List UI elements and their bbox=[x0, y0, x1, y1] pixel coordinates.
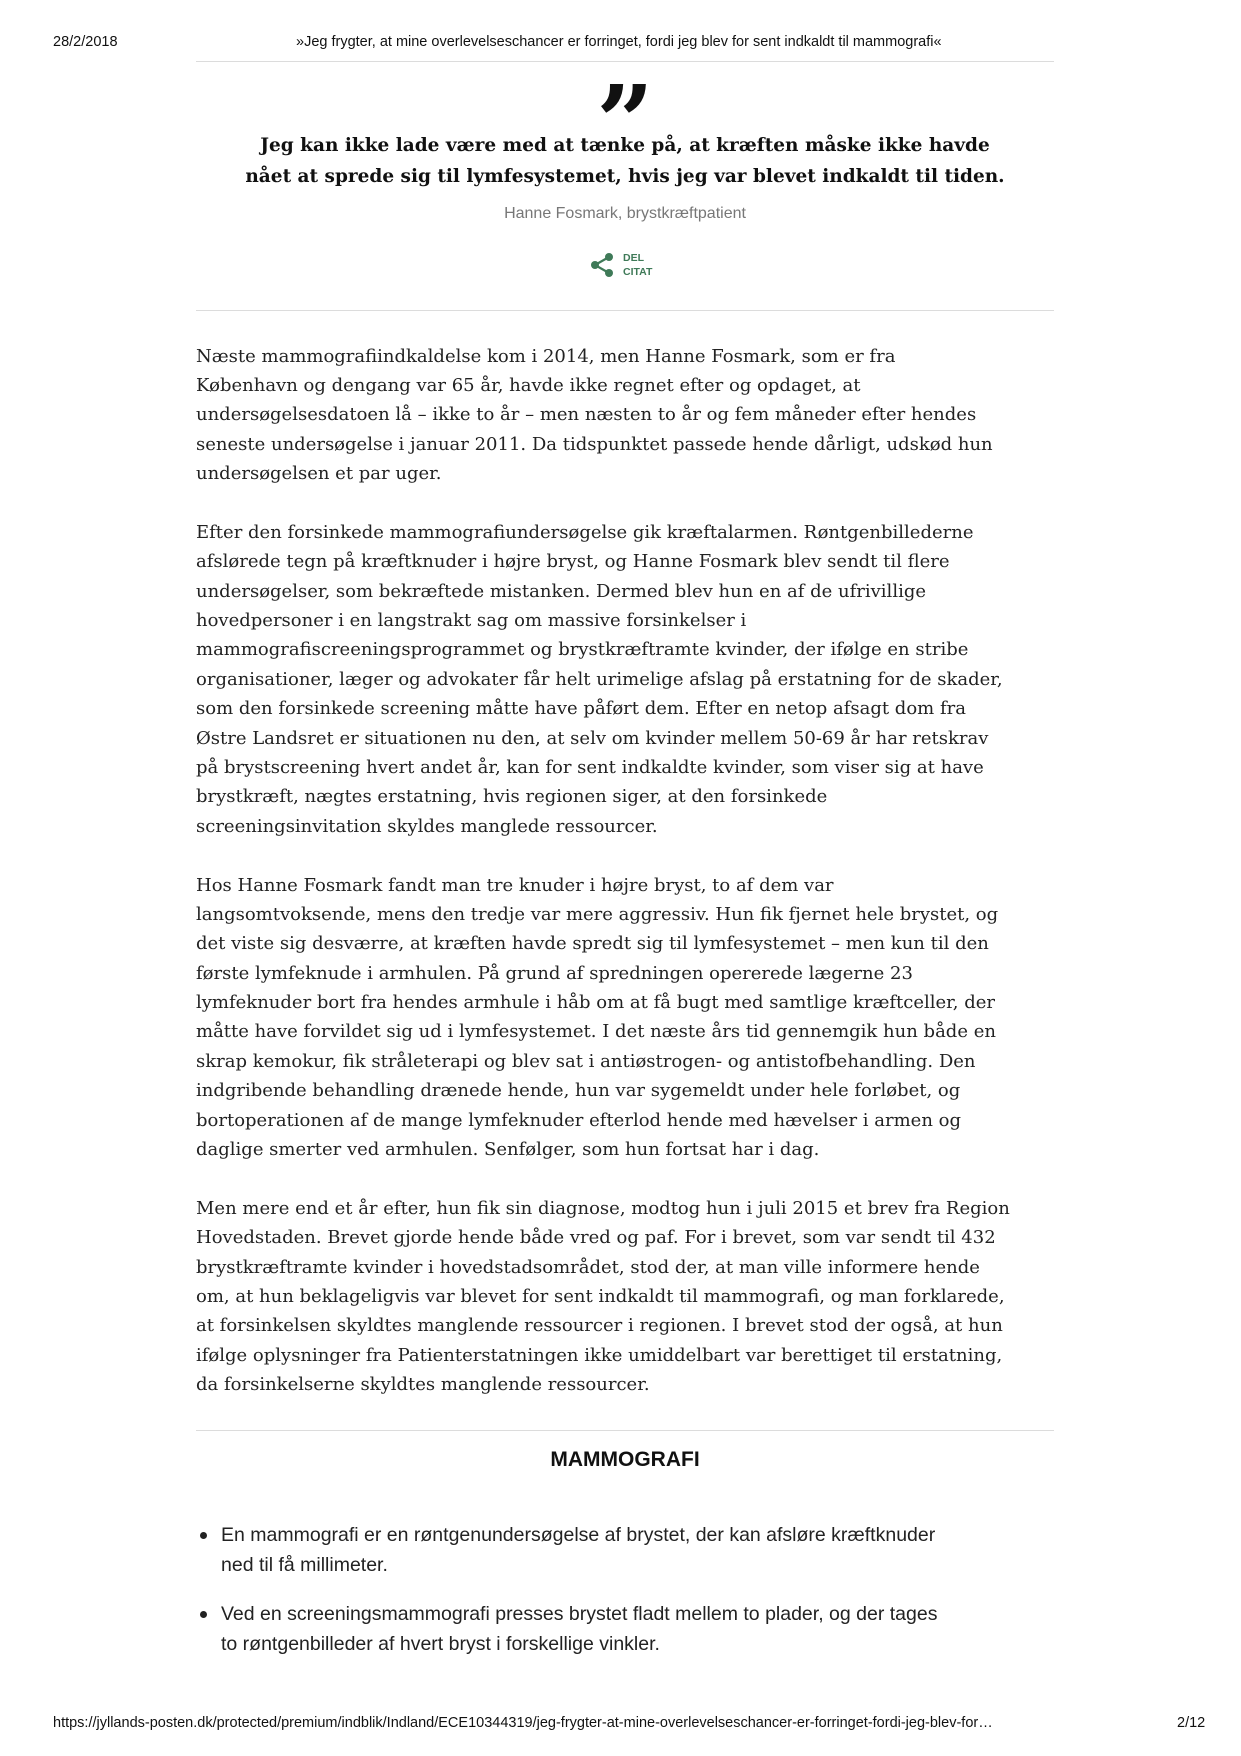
header-divider bbox=[196, 61, 1054, 62]
paragraph-line: som den forsinkede screening måtte have påført dem. Efter en netop afsagt dom fra bbox=[196, 698, 966, 720]
paragraph-line: København og dengang var 65 år, havde ikke regnet efter og opdaget, at bbox=[196, 374, 861, 396]
article-paragraph bbox=[196, 1194, 1066, 1400]
paragraph-line: hovedpersoner i en langstrakt sag om massive forsinkelser i bbox=[196, 610, 747, 632]
paragraph-line: det viste sig desværre, at kræften havde spredt sig til lymfesystemet – men kun til den bbox=[196, 933, 989, 955]
quote-mark-icon: ” bbox=[596, 63, 654, 181]
pull-quote-line: nået at sprede sig til lymfesystemet, hvis jeg var blevet indkaldt til tiden. bbox=[245, 166, 1005, 187]
paragraph-line: Østre Landsret er situationen nu den, at selv om kvinder mellem 50-69 år har retskrav bbox=[196, 727, 989, 749]
paragraph-line: Næste mammografiindkaldelse kom i 2014, men Hanne Fosmark, som er fra bbox=[196, 345, 896, 367]
article-paragraph bbox=[196, 518, 1066, 841]
paragraph-line: Hos Hanne Fosmark fandt man tre knuder i højre bryst, to af dem var bbox=[196, 874, 834, 896]
article-paragraph bbox=[196, 342, 1066, 489]
paragraph-line: brystkræftramte kvinder i hovedstadsområdet, stod der, at man ville informere hende bbox=[196, 1256, 980, 1278]
paragraph-line: seneste undersøgelse i januar 2011. Da tidspunktet passede hende dårligt, udskød hun bbox=[196, 433, 993, 455]
factbox-list bbox=[196, 1520, 1076, 1678]
paragraph-line: langsomtvoksende, mens den tredje var mere aggressiv. Hun fik fjernet hele brystet, og bbox=[196, 903, 999, 925]
factbox-item-line: Ved en screeningsmammografi presses brystet fladt mellem to plader, og der tages bbox=[221, 1603, 938, 1625]
factbox-item-line: En mammografi er en røntgenundersøgelse af brystet, der kan afsløre kræftknuder bbox=[221, 1524, 936, 1546]
paragraph-line: afslørede tegn på kræftknuder i højre bryst, og Hanne Fosmark blev sendt til flere bbox=[196, 551, 950, 573]
share-quote-button[interactable] bbox=[589, 252, 659, 280]
paragraph-line: ifølge oplysninger fra Patienterstatningen ikke umiddelbart var berettiget til erstatning, bbox=[196, 1344, 1003, 1366]
paragraph-line: Hovedstaden. Brevet gjorde hende både vred og paf. For i brevet, som var sendt til 432 bbox=[196, 1227, 996, 1249]
quote-attribution: Hanne Fosmark, brystkræftpatient bbox=[504, 205, 746, 222]
share-label-del: DEL bbox=[623, 252, 644, 264]
factbox-item-line: to røntgenbilleder af hvert bryst i forskellige vinkler. bbox=[221, 1633, 660, 1655]
pull-quote-line: Jeg kan ikke lade være med at tænke på, at kræften måske ikke havde bbox=[260, 135, 990, 156]
factbox-item-line: ned til få millimeter. bbox=[221, 1554, 388, 1576]
paragraph-line: på brystscreening hvert andet år, kan for sent indkaldte kvinder, som viser sig at have bbox=[196, 756, 984, 778]
bullet-dot-icon bbox=[200, 1611, 207, 1618]
print-page-title: »Jeg frygter, at mine overlevelseschancer er forringet, fordi jeg blev for sent indkaldt til mammografi« bbox=[296, 34, 942, 50]
paragraph-line: Men mere end et år efter, hun fik sin diagnose, modtog hun i juli 2015 et brev fra Region bbox=[196, 1197, 1010, 1219]
share-icon bbox=[589, 252, 615, 278]
paragraph-line: måtte have forvildet sig ud i lymfesystemet. I det næste års tid gennemgik hun både en bbox=[196, 1021, 996, 1043]
paragraph-line: første lymfeknude i armhulen. På grund af spredningen opererede lægerne 23 bbox=[196, 962, 913, 984]
paragraph-line: at forsinkelsen skyldtes manglende ressourcer i regionen. I brevet stod der også, at hun bbox=[196, 1315, 1003, 1337]
paragraph-line: brystkræft, nægtes erstatning, hvis regionen siger, at den forsinkede bbox=[196, 786, 828, 808]
quote-divider bbox=[196, 310, 1054, 311]
paragraph-line: undersøgelsesdatoen lå – ikke to år – men næsten to år og fem måneder efter hendes bbox=[196, 404, 977, 426]
article-paragraph bbox=[196, 871, 1066, 1165]
factbox-list-item bbox=[196, 1520, 1076, 1580]
paragraph-line: lymfeknuder bort fra hendes armhule i håb om at få bugt med samtlige kræftceller, der bbox=[196, 992, 996, 1014]
factbox-heading: MAMMOGRAFI bbox=[550, 1448, 700, 1471]
bullet-dot-icon bbox=[200, 1532, 207, 1539]
paragraph-line: undersøgelsen et par uger. bbox=[196, 463, 442, 485]
pull-quote bbox=[196, 130, 1054, 192]
paragraph-line: bortoperationen af de mange lymfeknuder efterlod hende med hævelser i armen og bbox=[196, 1109, 961, 1131]
factbox-divider bbox=[196, 1430, 1054, 1431]
paragraph-line: mammografiscreeningsprogrammet og brystkræftramte kvinder, der ifølge en stribe bbox=[196, 639, 969, 661]
factbox-list-item bbox=[196, 1599, 1076, 1659]
paragraph-line: undersøgelser, som bekræftede mistanken. Dermed blev hun en af de ufrivillige bbox=[196, 580, 927, 602]
paragraph-line: skrap kemokur, fik stråleterapi og blev sat i antiøstrogen- og antistofbehandling. Den bbox=[196, 1050, 976, 1072]
article-body bbox=[196, 342, 1066, 1429]
paragraph-line: da forsinkelserne skyldtes manglende ressourcer. bbox=[196, 1374, 650, 1396]
paragraph-line: daglige smerter ved armhulen. Senfølger, som hun fortsat har i dag. bbox=[196, 1139, 820, 1161]
print-url: https://jyllands-posten.dk/protected/premium/indblik/Indland/ECE10344319/jeg-frygter-at-mine-overlevelseschancer-er-forringet-fordi-jeg-blev-for… bbox=[53, 1715, 993, 1731]
print-date: 28/2/2018 bbox=[53, 34, 118, 50]
share-label-citat: CITAT bbox=[623, 265, 653, 278]
paragraph-line: om, at hun beklageligvis var blevet for sent indkaldt til mammografi, og man forklarede, bbox=[196, 1286, 1005, 1307]
paragraph-line: indgribende behandling drænede hende, hun var sygemeldt under hele forløbet, og bbox=[196, 1080, 961, 1102]
paragraph-line: organisationer, læger og advokater får helt urimelige afslag på erstatning for de skader, bbox=[196, 668, 1003, 690]
page-number: 2/12 bbox=[1177, 1715, 1206, 1731]
paragraph-line: screeningsinvitation skyldes manglede ressourcer. bbox=[196, 815, 658, 837]
paragraph-line: Efter den forsinkede mammografiundersøgelse gik kræftalarmen. Røntgenbillederne bbox=[196, 521, 974, 543]
